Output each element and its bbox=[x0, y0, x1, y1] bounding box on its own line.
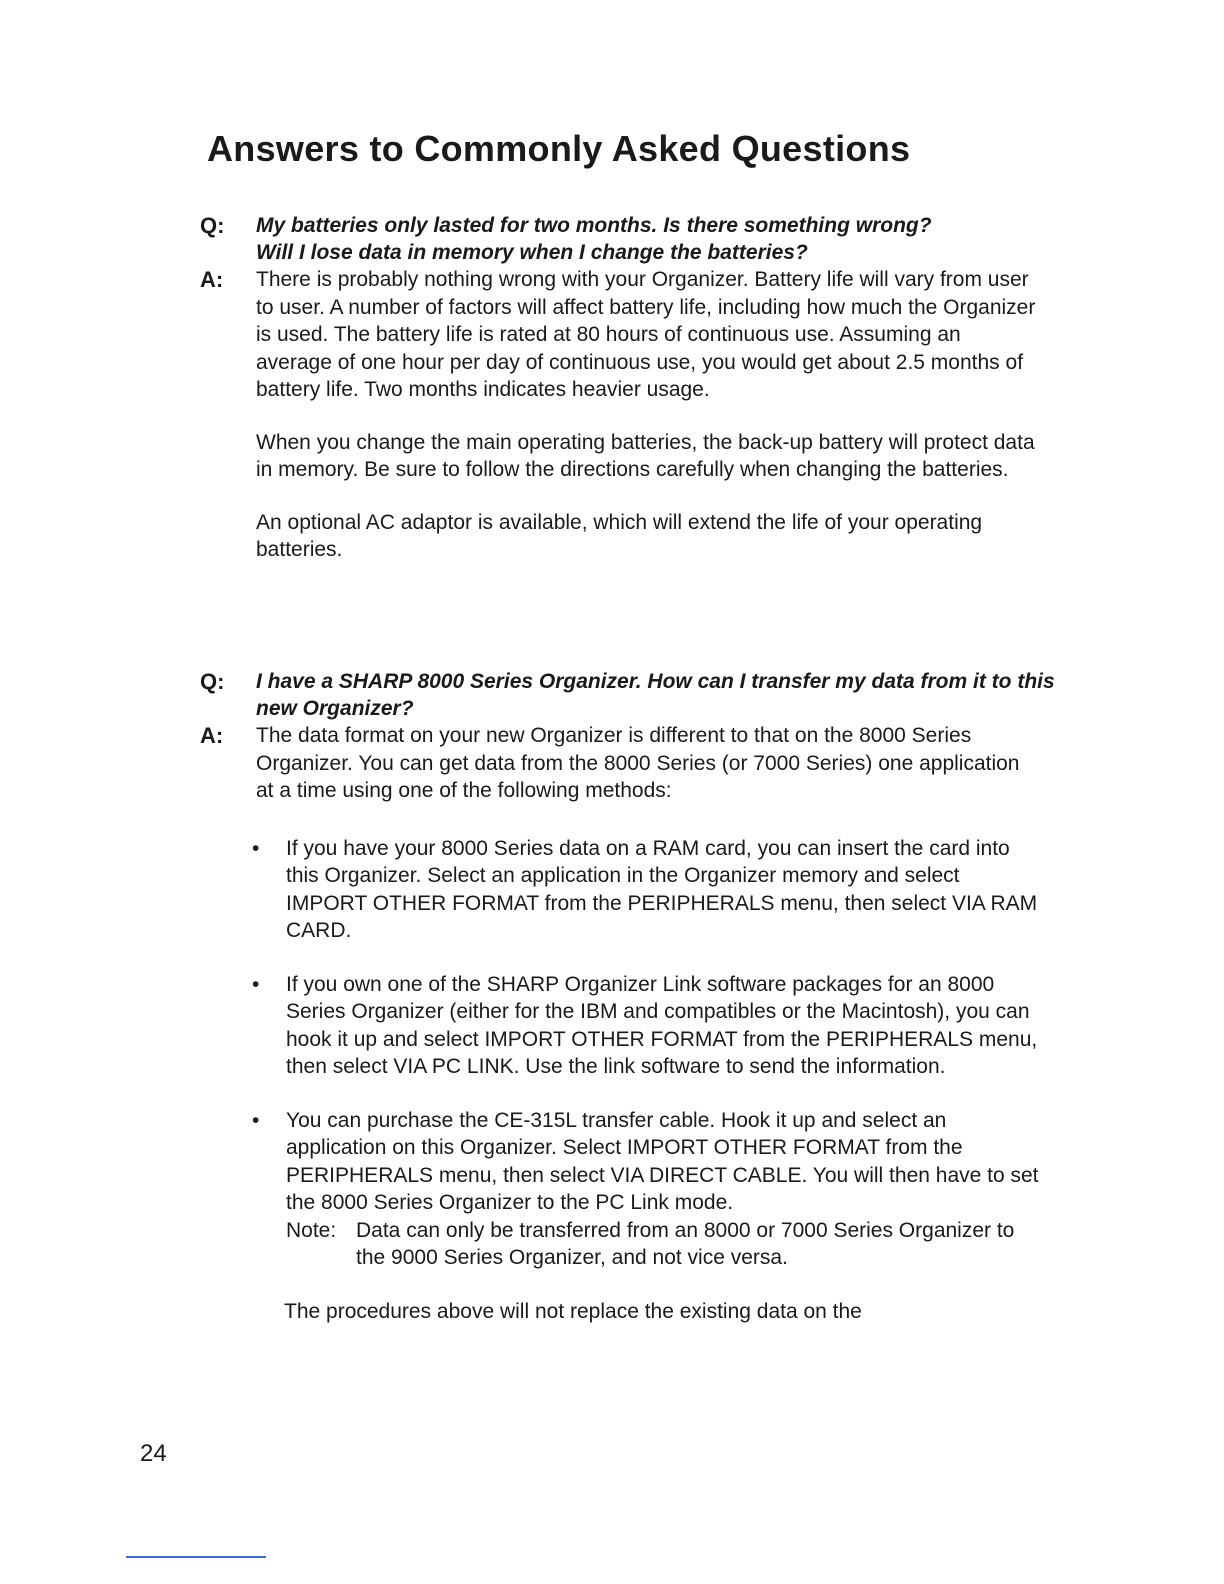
note-text: Data can only be transferred from an 8000 or 7000 Series Organizer to the 9000 Series Organizer, and not vice versa. bbox=[356, 1218, 1015, 1269]
list-item-text: You can purchase the CE-315L transfer cable. Hook it up and select an application on this Organizer. Select IMPORT OTHER FORMAT from the PERIPHERALS menu, then select VIA DIRECT CABLE. You will then have to set the 8000 Series Organizer to the PC Link mode. bbox=[286, 1108, 1039, 1214]
question-text-line2: Will I lose data in memory when I change the batteries? bbox=[256, 241, 808, 264]
method-list bbox=[200, 835, 1080, 1272]
answer-paragraph: An optional AC adaptor is available, which will extend the life of your operating batteries. bbox=[256, 510, 983, 561]
list-item bbox=[252, 835, 1046, 945]
question-text-line1: My batteries only lasted for two months. Is there something wrong? bbox=[256, 214, 932, 237]
bullet-icon: • bbox=[252, 836, 260, 860]
question-label: Q: bbox=[200, 669, 225, 694]
page-number: 24 bbox=[140, 1440, 167, 1467]
note-label: Note: bbox=[286, 1218, 337, 1242]
bullet-icon: • bbox=[252, 1108, 260, 1132]
list-item-text: If you have your 8000 Series data on a RAM card, you can insert the card into this Organizer. Select an application in the Organizer memory and select IMPORT OTHER FORMAT from the PERIPHERALS menu, then select VIA RAM CARD. bbox=[286, 836, 1038, 942]
answer-block bbox=[200, 266, 1080, 564]
list-item bbox=[252, 1107, 1046, 1272]
answer-label: A: bbox=[200, 723, 224, 748]
note bbox=[286, 1217, 1046, 1272]
answer-paragraph: When you change the main operating batteries, the back-up battery will protect data in memory. Be sure to follow the directions carefully when changing the batteries. bbox=[256, 430, 1035, 481]
qa-section-batteries bbox=[200, 212, 1080, 564]
question-label: Q: bbox=[200, 213, 225, 238]
list-item-text: If you own one of the SHARP Organizer Link software packages for an 8000 Series Organizer (either for the IBM and compatibles or the Macintosh), you can hook it up and select IMPORT OTHER FORMAT from the PERIPHERALS menu, then select VIA PC LINK. Use the link software to send the information. bbox=[286, 972, 1038, 1078]
question-text: I have a SHARP 8000 Series Organizer. How can I transfer my data from it to this new Organizer? bbox=[256, 670, 1055, 720]
page-title: Answers to Commonly Asked Questions bbox=[207, 128, 911, 169]
bullet-icon: • bbox=[252, 972, 260, 996]
footer-rule bbox=[126, 1556, 266, 1558]
answer-paragraph: There is probably nothing wrong with your Organizer. Battery life will vary from user to user. A number of factors will affect battery life, including how much the Organizer is used. The battery life is rated at 80 hours of continuous use. Assuming an average of one hour per day of continuous use, you would get about 2.5 months of battery life. Two months indicates heavier usage. bbox=[256, 268, 1036, 401]
closing-paragraph: The procedures above will not replace the existing data on the bbox=[284, 1299, 862, 1323]
list-item bbox=[252, 971, 1046, 1081]
qa-section-data-transfer bbox=[200, 668, 1080, 1325]
answer-paragraph: The data format on your new Organizer is different to that on the 8000 Series Organizer. You can get data from the 8000 Series (or 7000 Series) one application at a time using one of the following methods: bbox=[256, 724, 1020, 802]
answer-block bbox=[200, 722, 1080, 1325]
answer-label: A: bbox=[200, 267, 224, 292]
